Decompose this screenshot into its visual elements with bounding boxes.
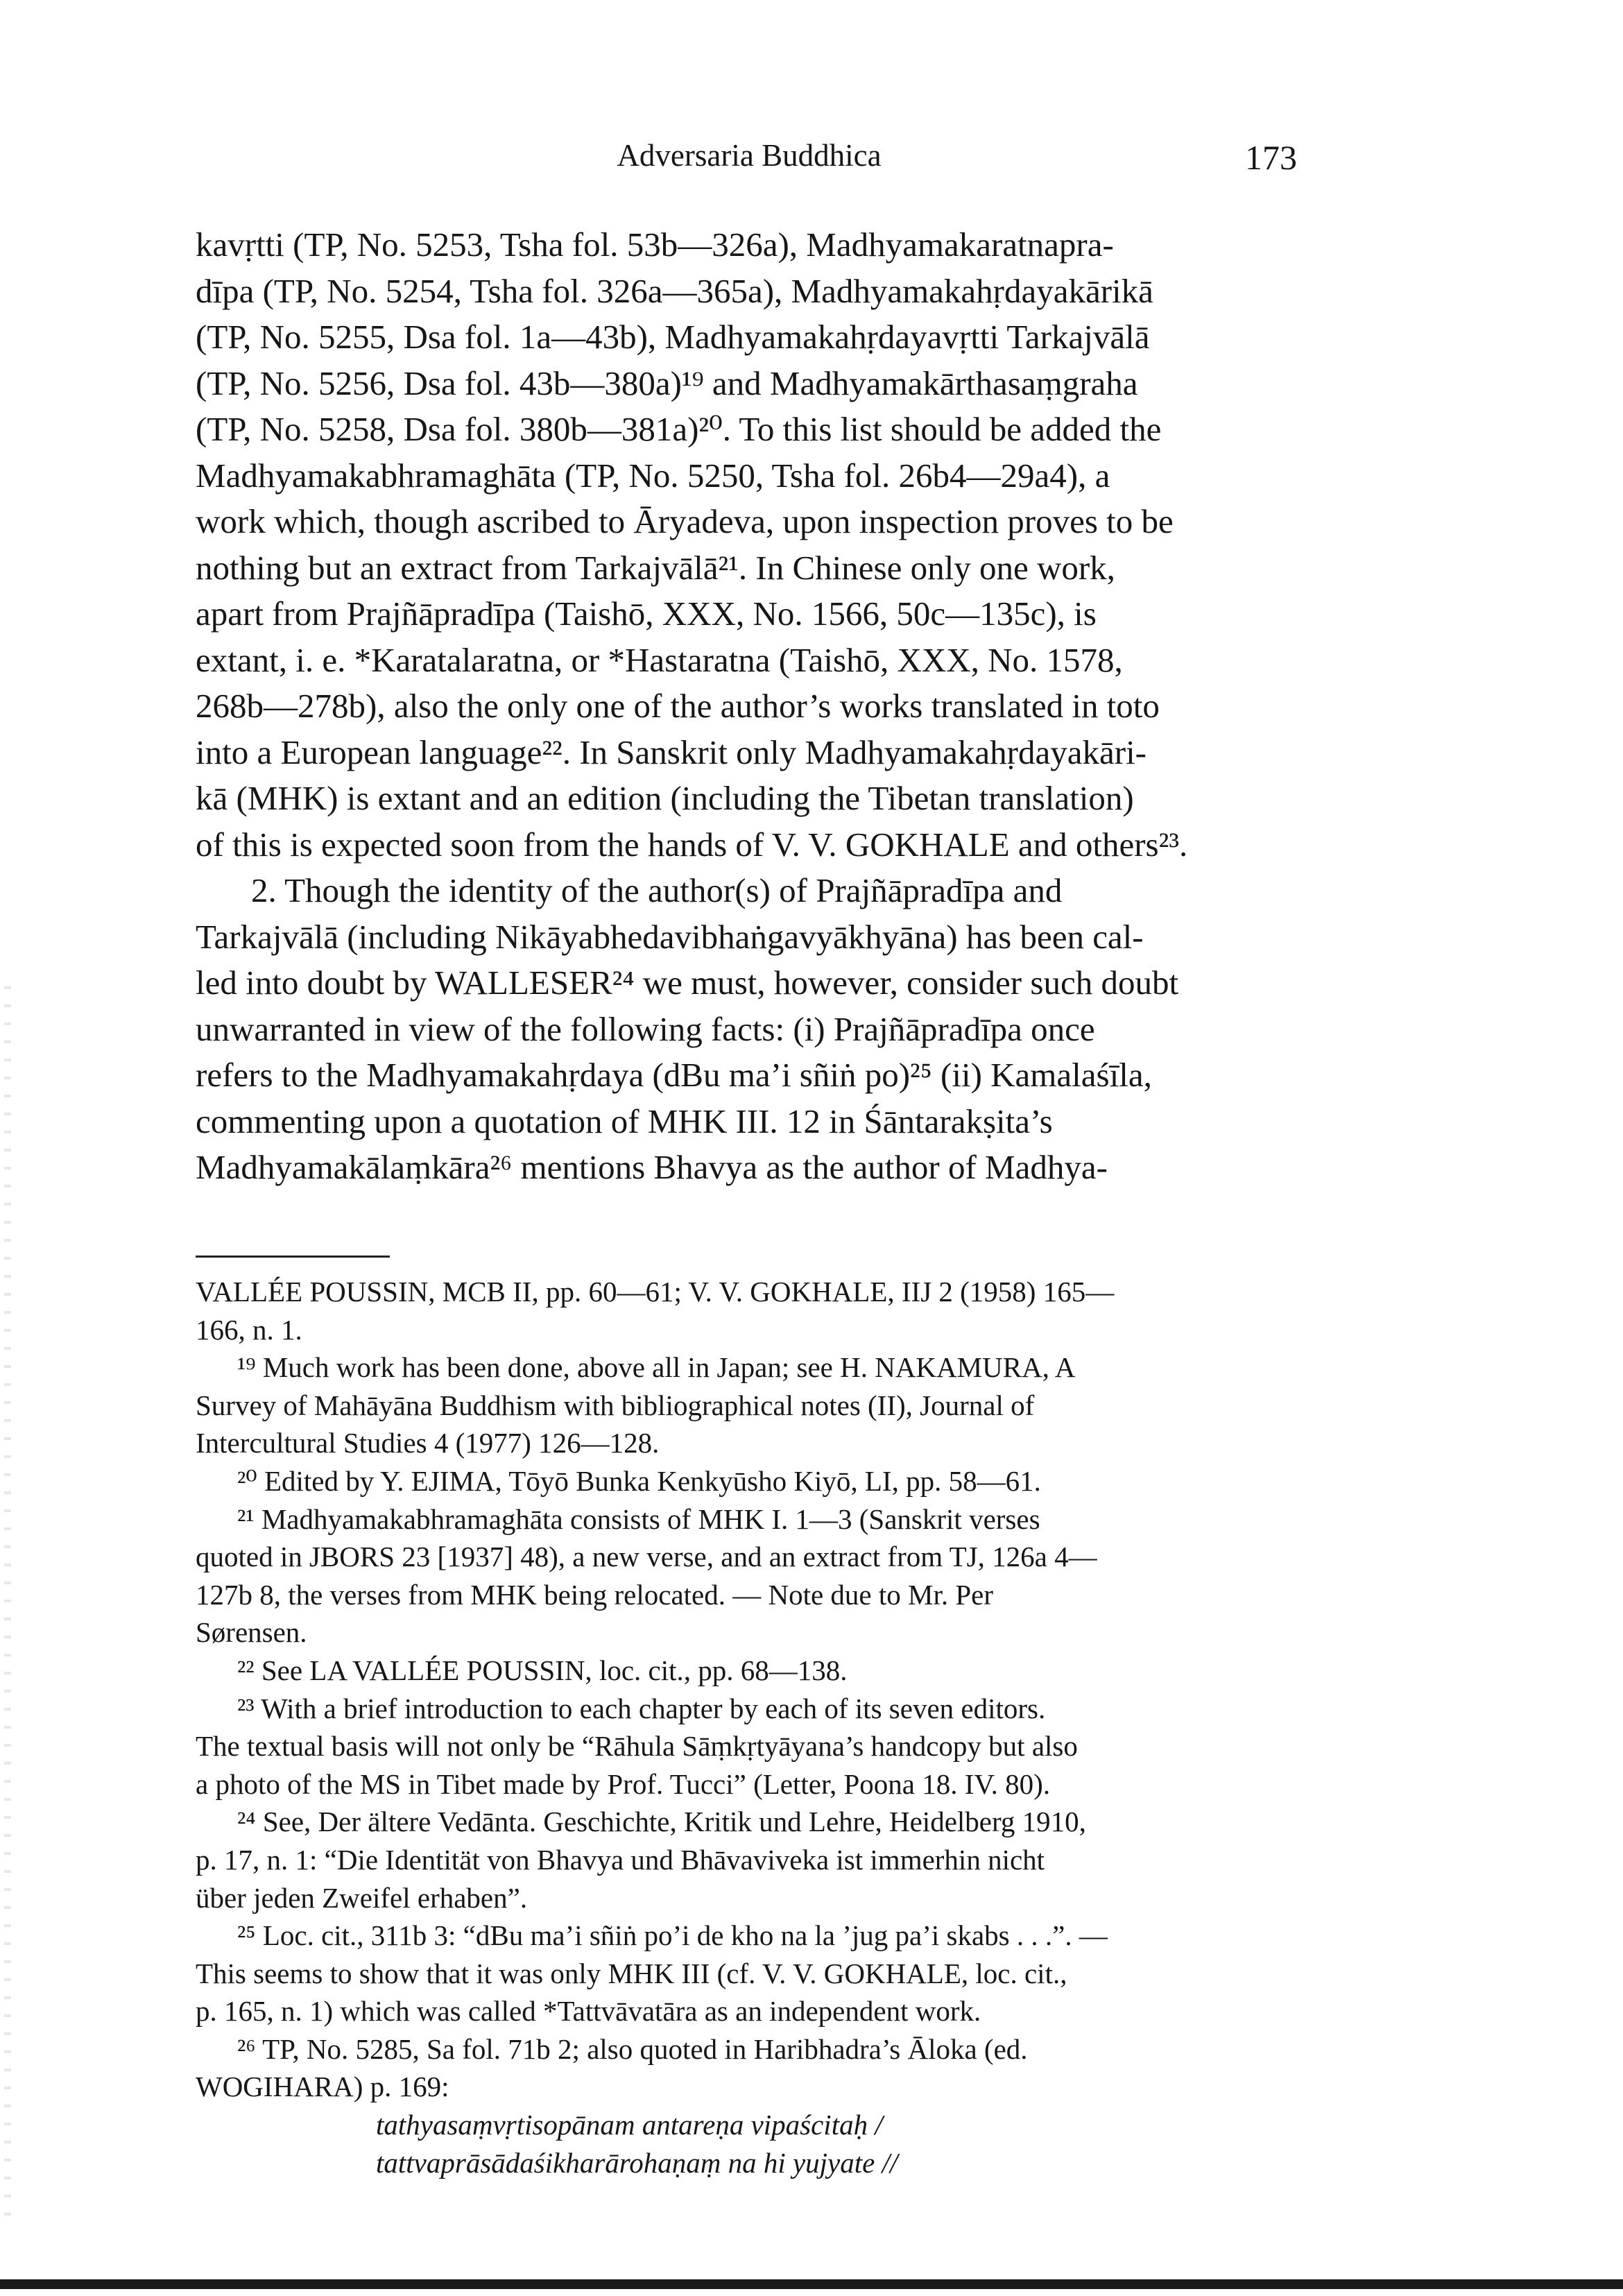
verse-line: tattvaprāsādaśikharārohaṇaṃ na hi yujyate // [376, 2146, 898, 2179]
text-line: 268b—278b), also the only one of the author’s works translated in toto [196, 687, 1160, 725]
footnote-line: Intercultural Studies 4 (1977) 126—128. [196, 1427, 660, 1459]
footnote-line: 166, n. 1. [196, 1313, 302, 1346]
paragraph-start-line: 2. Though the identity of the author(s) of Prajñāpradīpa and [251, 871, 1063, 909]
scan-bottom-edge [0, 2279, 1623, 2289]
text-line: nothing but an extract from Tarkajvālā²¹. In Chinese only one work, [196, 548, 1115, 587]
footnote-25: ²⁵ Loc. cit., 311b 3: “dBu ma’i sñiṅ po’i de kho na la ’jug pa’i skabs . . .”. — [237, 1919, 1108, 1952]
text-line: work which, though ascribed to Āryadeva, upon inspection proves to be [196, 502, 1174, 540]
footnote-line: 127b 8, the verses from MHK being relocated. — Note due to Mr. Per [196, 1578, 994, 1611]
text-line: refers to the Madhyamakahṛdaya (dBu ma’i sñiṅ po)²⁵ (ii) Kamalaśīla, [196, 1056, 1152, 1094]
text-line: commenting upon a quotation of MHK III. 12 in Śāntarakṣita’s [196, 1102, 1053, 1140]
footnote-23: ²³ With a brief introduction to each chapter by each of its seven editors. [237, 1692, 1046, 1724]
footnote-line: Survey of Mahāyāna Buddhism with bibliographical notes (II), Journal of [196, 1389, 1035, 1421]
footnote-line: p. 165, n. 1) which was called *Tattvāvatāra as an independent work. [196, 1995, 981, 2028]
footnote-line: This seems to show that it was only MHK III (cf. V. V. GOKHALE, loc. cit., [196, 1957, 1067, 1989]
running-title: Adversaria Buddhica [617, 138, 882, 173]
text-line: of this is expected soon from the hands of V. V. GOKHALE and others²³. [196, 825, 1188, 864]
text-line: (TP, No. 5256, Dsa fol. 43b—380a)¹⁹ and Madhyamakārthasaṃgraha [196, 363, 1138, 402]
footnote-line: quoted in JBORS 23 [1937] 48), a new verse, and an extract from TJ, 126a 4— [196, 1541, 1097, 1573]
footnote-line: a photo of the MS in Tibet made by Prof. Tucci” (Letter, Poona 18. IV. 80). [196, 1767, 1051, 1800]
text-line: (TP, No. 5255, Dsa fol. 1a—43b), Madhyamakahṛdayavṛtti Tarkajvālā [196, 318, 1150, 356]
footnote-line: WOGIHARA) p. 169: [196, 2071, 449, 2103]
scan-edge-noise [4, 971, 11, 2220]
footnote-line: Sørensen. [196, 1616, 307, 1649]
page-number: 173 [1245, 138, 1297, 177]
verse-line: tathyasaṃvṛtisopānam antareṇa vipaścitaḥ / [376, 2109, 883, 2141]
text-line: into a European language²². In Sanskrit only Madhyamakahṛdayakāri- [196, 733, 1147, 771]
text-line: kavṛtti (TP, No. 5253, Tsha fol. 53b—326a), Madhyamakaratnapra- [196, 225, 1114, 264]
footnote-line: über jeden Zweifel erhaben”. [196, 1881, 528, 1914]
page-header [194, 133, 1304, 182]
text-line: (TP, No. 5258, Dsa fol. 380b—381a)²⁰. To this list should be added the [196, 410, 1162, 448]
footnote-24: ²⁴ See, Der ältere Vedānta. Geschichte, Kritik und Lehre, Heidelberg 1910, [237, 1806, 1086, 1838]
footnote-22: ²² See LA VALLÉE POUSSIN, loc. cit., pp. 68—138. [237, 1654, 848, 1686]
text-line: extant, i. e. *Karatalaratna, or *Hastaratna (Taishō, XXX, No. 1578, [196, 640, 1123, 679]
text-line: apart from Prajñāpradīpa (Taishō, XXX, No. 1566, 50c—135c), is [196, 594, 1097, 633]
footnote-line: VALLÉE POUSSIN, MCB II, pp. 60—61; V. V. GOKHALE, IIJ 2 (1958) 165— [196, 1276, 1115, 1308]
footnote-divider [196, 1256, 390, 1258]
footnote-19: ¹⁹ Much work has been done, above all in Japan; see H. NAKAMURA, A [237, 1351, 1076, 1384]
footnote-21: ²¹ Madhyamakabhramaghāta consists of MHK I. 1—3 (Sanskrit verses [237, 1502, 1040, 1535]
text-line: Madhyamakālaṃkāra²⁶ mentions Bhavya as the author of Madhya- [196, 1148, 1108, 1186]
footnote-line: p. 17, n. 1: “Die Identität von Bhavya und Bhāvaviveka ist immerhin nicht [196, 1843, 1045, 1876]
footnote-26: ²⁶ TP, No. 5285, Sa fol. 71b 2; also quoted in Haribhadra’s Āloka (ed. [237, 2032, 1028, 2065]
footnote-line: The textual basis will not only be “Rāhula Sāṃkṛtyāyana’s handcopy but also [196, 1730, 1078, 1763]
text-line: Madhyamakabhramaghāta (TP, No. 5250, Tsha fol. 26b4—29a4), a [196, 456, 1110, 495]
text-line: kā (MHK) is extant and an edition (including the Tibetan translation) [196, 779, 1134, 817]
footnote-20: ²⁰ Edited by Y. EJIMA, Tōyō Bunka Kenkyūsho Kiyō, LI, pp. 58—61. [237, 1464, 1041, 1497]
text-line: unwarranted in view of the following facts: (i) Prajñāpradīpa once [196, 1009, 1095, 1048]
text-line: led into doubt by WALLESER²⁴ we must, however, consider such doubt [196, 963, 1179, 1002]
text-line: dīpa (TP, No. 5254, Tsha fol. 326a—365a), Madhyamakahṛdayakārikā [196, 271, 1153, 310]
main-text [196, 222, 1300, 1191]
footnotes [196, 1273, 1300, 2182]
text-line: Tarkajvālā (including Nikāyabhedavibhaṅgavyākhyāna) has been cal- [196, 917, 1144, 956]
